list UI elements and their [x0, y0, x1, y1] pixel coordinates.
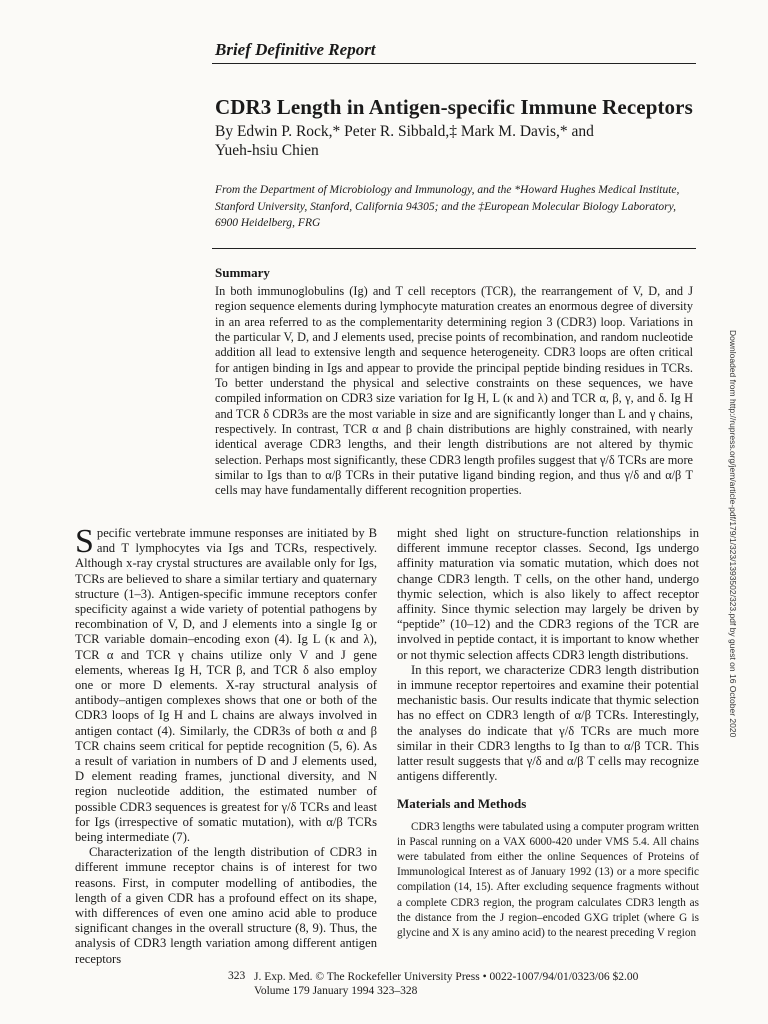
intro-paragraph-3: might shed light on structure-function relationships in different immune receptor classes. Second, Igs undergo affinity maturation via somatic mutation, which does not change CDR3 length. T cells, on the other hand, undergo thymic selection, which is also likely to affect receptor affinity. Since thymic selection may largely be driven by “peptide” (10–12) and the CDR3 regions of the TCR are involved in peptide contact, it is important to know whether or not thymic selection affects CDR3 length distributions. [397, 526, 699, 662]
author-affiliation: From the Department of Microbiology and Immunology, and the *Howard Hughes Medical Institute, Stanford University, Stanford, California 94305; and the ‡European Molecular Biology Laboratory, 6900 Heidelberg, FRG [215, 184, 680, 229]
header-rule [212, 63, 696, 64]
intro-paragraph-4: In this report, we characterize CDR3 length distribution in immune receptor repertoires and examine their potential mechanistic basis. Our results indicate that thymic selection has no effect on CDR3 length of α/β TCRs. Interestingly, the analyses do indicate that γ/δ TCRs are much more similar in their CDR3 lengths to Ig than to α/β TCR. This latter result suggests that γ/δ and α/β T cells may recognize antigens differently. [397, 662, 699, 784]
citation-line-1: J. Exp. Med. © The Rockefeller University Press • 0022-1007/94/01/0323/06 $2.00 [254, 971, 639, 983]
summary-heading: Summary [215, 265, 270, 280]
page-number: 323 [228, 970, 246, 982]
authors-line-1: By Edwin P. Rock,* Peter R. Sibbald,‡ Mark M. Davis,* and [215, 123, 594, 140]
report-type-label: Brief Definitive Report [215, 40, 376, 59]
methods-paragraph: CDR3 lengths were tabulated using a computer program written in Pascal running on a VAX 6000-420 under VMS 5.4. All chains were tabulated from either the online Sequences of Proteins of Immunological Interest as of January 1992 (13) or a more specific compilation (14, 15). After excluding sequence fragments without a complete CDR3 region, the program calculates CDR3 length as the distance from the J region–encoded GXG triplet (where G is glycine and X is any amino acid) to the nearest preceding V region [397, 820, 699, 940]
drop-cap: S [75, 523, 94, 560]
summary-paragraph: In both immunoglobulins (Ig) and T cell receptors (TCR), the rearrangement of V, D, and J region sequence elements during lymphocyte maturation creates an enormous degree of diversity in an area referred to as the complementarity determining region 3 (CDR3) loop. Variations in the particular V, D, and J elements used, precise points of recombination, and random nucleotide addition all lead to extensive length and sequence heterogeneity. CDR3 loops are often critical for antigen binding in Igs and appear to provide the principal peptide binding residues in TCRs. To better understand the physical and selective constraints on these sequences, we have compiled information on CDR3 size variation for Ig H, L (κ and λ) and TCR α, β, γ, and δ. Ig H and TCR δ CDR3s are the most variable in size and are significantly longer than L and γ chains, respectively. In contrast, TCR α and β chain distributions are highly constrained, with nearly identical average CDR3 lengths, and their length distributions are not altered by thymic selection. Perhaps most significantly, these CDR3 length profiles suggest that γ/δ TCRs are more similar to Igs than to α/β TCRs in their putative ligand binding region, and thus γ/δ and α/β T cells may have fundamentally different recognition properties. [215, 284, 693, 498]
article-title: CDR3 Length in Antigen-specific Immune Receptors [215, 95, 693, 119]
journal-citation [254, 970, 638, 998]
article-authors [215, 122, 655, 160]
intro-paragraph-2: Characterization of the length distribution of CDR3 in different immune receptor chains is of interest for two reasons. First, in computer modelling of antibodies, the length of a given CDR has a profound effect on its shape, with differences of even one amino acid able to produce significant changes in the overall structure (8, 9). Thus, the analysis of CDR3 length variation among different antigen receptors [75, 845, 377, 966]
body-column-left [75, 523, 377, 967]
download-watermark: Downloaded from http://rupress.org/jem/article-pdf/179/1/323/1393502/323.pdf by guest on 16 October 2020 [728, 330, 738, 738]
body-column-right [397, 526, 699, 941]
summary-text [215, 284, 693, 499]
citation-line-2: Volume 179 January 1994 323–328 [254, 985, 418, 997]
intro-paragraph-1: pecific vertebrate immune responses are initiated by B and T lymphocytes via Igs and TCRs, respectively. Although x-ray crystal structures are available only for Igs, TCRs are believed to share a similar tertiary and quaternary structure (1–3). Antigen-specific immune receptors confer specificity against a wide variety of potential pathogens by recombination of V, D, and J elements into a single Ig or TCR variable domain–encoding exon (4). Ig L (κ and λ), TCR α and TCR γ chains utilize only V and J gene elements, whereas Ig H, TCR β, and TCR δ also employ one or more D elements. X-ray structural analysis of antibody–antigen complexes shows that one or both of the CDR3 loops of Ig H and L chains are always involved in antigen contact (4). Similarly, the CDR3s of both α and β TCR chains seem critical for peptide recognition (5, 6). As a result of variation in numbers of D and J elements used, D element reading frames, junctional diversity, and N region nucleotide addition, the estimated number of possible CDR3 sequences is greatest for γ/δ TCRs and least for Igs (irrespective of somatic mutation), with α/β TCRs being intermediate (7). [75, 526, 377, 845]
affiliation-rule [212, 248, 696, 249]
authors-line-2: Yueh-hsiu Chien [215, 142, 319, 159]
methods-heading: Materials and Methods [397, 796, 527, 812]
